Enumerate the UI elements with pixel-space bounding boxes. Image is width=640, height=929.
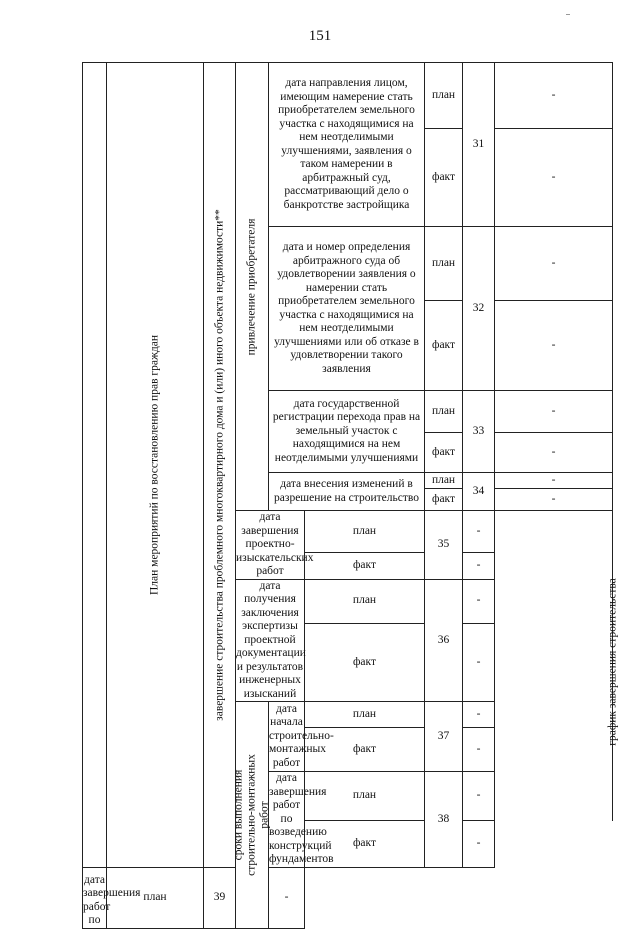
row-36-plan-label: план (305, 579, 425, 623)
row-35-plan-label: план (305, 511, 425, 553)
row-38-description: дата завершения работ по возведению конструкций фундаментов (269, 772, 334, 865)
row-37-plan-label: план (305, 702, 425, 728)
plan-title-cell (107, 63, 204, 868)
row-31-description: дата направления лицом, имеющим намерение стать приобретателем земельного участка с находящимися на нем неотделимыми улучшениями, заявления о таком намерении в арбитражный суд, рассматривающий дело о банкротстве застройщика (269, 63, 425, 227)
row-37-description: дата начала строительно-монтажных работ (269, 702, 305, 772)
row-31-fact-label: факт (425, 129, 463, 227)
plan-title: План мероприятий по восстановлению прав граждан (148, 334, 161, 595)
row-31-fact-value: - (495, 129, 613, 227)
row-38-fact-label: факт (305, 821, 425, 867)
row-36-fact-label: факт (305, 623, 425, 701)
row-33-plan-label: план (425, 391, 463, 433)
row-39-number: 39 (204, 867, 236, 928)
row-33-description: дата государственной регистрации перехода прав на земельный участок с находящимися на нем неотделимыми улучшениями (269, 391, 425, 473)
section-works-cell (232, 702, 271, 929)
table-row (83, 63, 613, 129)
row-33-fact-label: факт (425, 433, 463, 473)
row-32-fact-value: - (495, 301, 613, 391)
row-39-plan-label: план (107, 867, 204, 928)
row-38-plan-label: план (305, 772, 425, 821)
row-35-fact-label: факт (305, 553, 425, 579)
row-37-fact-label: факт (305, 728, 425, 772)
object-cell (204, 63, 236, 868)
left-margin-column (83, 63, 107, 868)
row-34-plan-value: - (495, 473, 613, 489)
row-34-description: дата внесения изменений в разрешение на строительство (269, 473, 425, 511)
section-schedule-label: график завершения строительства (606, 577, 619, 746)
row-32-description: дата и номер определения арбитражного суда об удовлетворении заявления о намерении стать приобретателем земельного участка с находящимися на нем неотделимыми улучшениями или об отказе в удовлетворении такого заявления (269, 227, 425, 391)
row-31-number: 31 (463, 63, 495, 227)
row-39-plan-value: - (269, 867, 305, 928)
row-31-plan-value: - (495, 63, 613, 129)
section-acquirer-cell (236, 63, 269, 511)
row-32-plan-value: - (495, 227, 613, 301)
row-34-fact-value: - (495, 489, 613, 511)
section-acquirer-label: привлечение приобретателя (245, 218, 258, 355)
row-37-fact-value: - (463, 728, 495, 772)
row-36-description: дата получения заключения экспертизы проектной документации и результатов инженерных изысканий (236, 579, 306, 700)
row-33-fact-value: - (495, 433, 613, 473)
row-35-plan-value: - (463, 511, 495, 553)
row-38-fact-value: - (463, 821, 495, 867)
row-37-plan-value: - (463, 702, 495, 728)
row-34-fact-label: факт (425, 489, 463, 511)
row-32-number: 32 (463, 227, 495, 391)
row-33-plan-value: - (495, 391, 613, 433)
page-number: 151 (308, 28, 332, 44)
row-38-plan-value: - (463, 772, 495, 821)
scan-mark (566, 14, 570, 15)
plan-table (82, 62, 619, 929)
row-35-number: 35 (425, 511, 463, 580)
object-label: завершение строительства проблемного многоквартирного дома и (или) иного объекта недвижимости** (212, 208, 225, 721)
row-32-fact-label: факт (425, 301, 463, 391)
row-34-plan-label: план (425, 473, 463, 489)
row-36-number: 36 (425, 579, 463, 702)
row-37-number: 37 (425, 702, 463, 772)
row-34-number: 34 (463, 473, 495, 511)
section-works-label: сроки выполнения строительно-монтажных работ (232, 753, 271, 876)
row-31-plan-label: план (425, 63, 463, 129)
row-38-number: 38 (425, 772, 463, 868)
row-36-fact-value: - (463, 623, 495, 701)
row-36-plan-value: - (463, 579, 495, 623)
row-32-plan-label: план (425, 227, 463, 301)
row-33-number: 33 (463, 391, 495, 473)
row-39-description: дата завершения работ по (83, 867, 107, 928)
row-35-description: дата завершения проектно-изыскательских работ (236, 511, 314, 577)
table-row (83, 867, 613, 928)
row-35-fact-value: - (463, 553, 495, 579)
